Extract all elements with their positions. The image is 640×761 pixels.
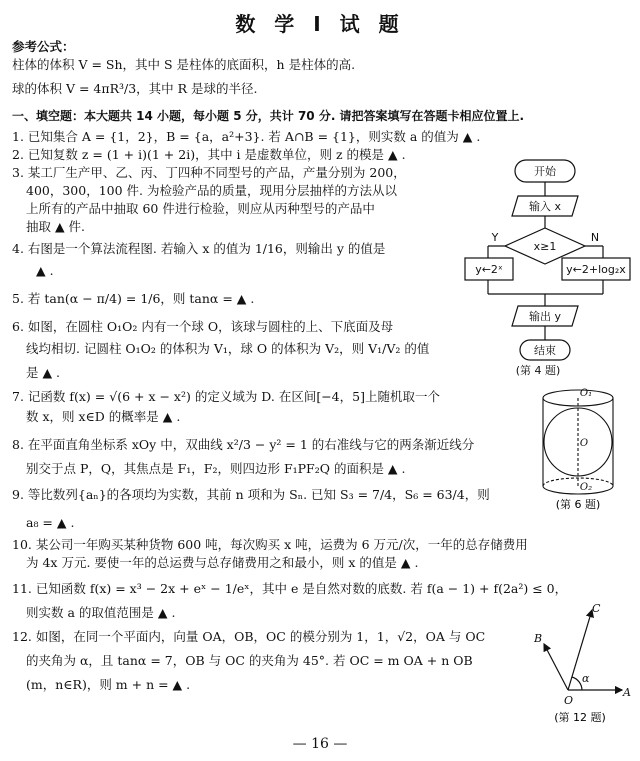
flow-no-label: N (590, 231, 600, 244)
question-2: 2. 已知复数 z = (1 + i)(1 + 2i)，其中 i 是虚数单位，则 z 的模是 ▲ . (12, 147, 406, 162)
question-9-answer: a₈ = ▲ . (26, 515, 75, 530)
vector-ob (544, 644, 568, 690)
question-8-line-1: 8. 在平面直角坐标系 xOy 中，双曲线 x²/3 − y² = 1 的右准线与它的两条渐近线分 (12, 437, 475, 452)
question-4-answer: ▲ . (36, 263, 54, 278)
question-6-line-1: 6. 如图，在圆柱 O₁O₂ 内有一个球 O，该球与圆柱的上、下底面及母 (12, 319, 394, 334)
flow-caption: (第 4 题) (515, 364, 561, 377)
question-4: 4. 右图是一个算法流程图. 若输入 x 的值为 1/16，则输出 y 的值是 (12, 241, 386, 256)
question-6-line-3: 是 ▲ . (26, 365, 61, 380)
question-12-line-2: 的夹角为 α，且 tanα = 7，OB 与 OC 的夹角为 45°. 若 OC = m OA + n OB (26, 653, 473, 668)
cylinder-bottom (543, 486, 613, 494)
angle-arc (572, 677, 582, 690)
flow-yes-label: Y (491, 231, 499, 244)
cyl-o2-label: O₂ (579, 482, 593, 493)
flow-cond-label: x≥1 (533, 240, 557, 253)
vec-alpha-label: α (582, 672, 590, 685)
question-9: 9. 等比数列{aₙ}的各项均为实数，其前 n 项和为 Sₙ. 已知 S₃ = 7/4，S₆ = 63/4，则 (12, 487, 490, 502)
ref-heading: 参考公式： (12, 39, 75, 54)
vec-caption: (第 12 题) (554, 711, 606, 724)
question-3-line-2: 400，300，100 件. 为检验产品的质量，现用分层抽样的方法从以 (26, 183, 397, 198)
question-10-line-2: 为 4x 万元. 要使一年的总运费与总存储费用之和最小，则 x 的值是 ▲ . (26, 555, 419, 570)
question-3-line-4: 抽取 ▲ 件. (26, 219, 86, 234)
section-heading: 一、填空题：本大题共 14 小题，每小题 5 分，共计 70 分. 请把答案填写在答题卡相应位置上. (12, 109, 525, 123)
cyl-o-label: O (579, 438, 589, 449)
question-3-line-1: 3. 某工厂生产甲、乙、丙、丁四种不同型号的产品，产量分别为 200， (12, 165, 406, 180)
question-5: 5. 若 tan(α − π/4) = 1/6，则 tanα = ▲ . (12, 291, 255, 306)
flow-left-label: y←2ˣ (475, 263, 503, 276)
vec-b-label: B (534, 632, 543, 645)
ref-line-1: 柱体的体积 V = Sh，其中 S 是柱体的底面积，h 是柱体的高. (12, 57, 356, 72)
ref-line-2: 球的体积 V = 4πR³/3，其中 R 是球的半径. (12, 81, 258, 96)
vector-figure (530, 600, 635, 725)
vec-o-label: O (564, 694, 574, 707)
flow-end-label: 结束 (534, 344, 556, 357)
flow-input-label: 输入 x (528, 200, 562, 213)
flow-output-label: 输出 y (528, 310, 562, 323)
question-11-line-2: 则实数 a 的取值范围是 ▲ . (26, 605, 176, 620)
page-title: 数 学 Ⅰ 试 题 (235, 12, 405, 36)
flow-right-label: y←2+log₂x (566, 263, 626, 276)
question-7-line-1: 7. 记函数 f(x) = √(6 + x − x²) 的定义域为 D. 在区间[−4，5]上随机取一个 (12, 389, 440, 404)
question-8-line-2: 别交于点 P，Q，其焦点是 F₁，F₂，则四边形 F₁PF₂Q 的面积是 ▲ . (26, 461, 406, 476)
vec-c-label: C (592, 602, 601, 615)
question-10-line-1: 10. 某公司一年购买某种货物 600 吨，每次购买 x 吨，运费为 6 万元/次，一年的总存储费用 (12, 537, 528, 552)
flowchart-figure (460, 150, 635, 380)
question-11-line-1: 11. 已知函数 f(x) = x³ − 2x + eˣ − 1/eˣ，其中 e 是自然对数的底数. 若 f(a − 1) + f(2a²) ≤ 0， (12, 581, 568, 596)
question-6-line-2: 线均相切. 记圆柱 O₁O₂ 的体积为 V₁，球 O 的体积为 V₂，则 V₁/V₂ 的值 (26, 341, 430, 356)
page-number: — 16 — (292, 736, 348, 752)
cyl-o1-label: O₁ (579, 388, 593, 399)
flow-start-label: 开始 (534, 165, 556, 178)
question-12-line-1: 12. 如图，在同一个平面内，向量 OA，OB，OC 的模分别为 1，1，√2，OA 与 OC (12, 629, 486, 644)
question-7-line-2: 数 x，则 x∈D 的概率是 ▲ . (26, 409, 181, 424)
question-12-line-3: (m，n∈R)，则 m + n = ▲ . (26, 677, 191, 692)
question-3-line-3: 上所有的产品中抽取 60 件进行检验，则应从丙种型号的产品中 (26, 201, 375, 216)
question-1: 1. 已知集合 A = {1，2}，B = {a，a²+3}. 若 A∩B = {1}，则实数 a 的值为 ▲ . (12, 129, 481, 144)
cylinder-figure (528, 384, 628, 514)
vec-a-label: A (623, 686, 631, 699)
cyl-caption: (第 6 题) (555, 498, 601, 511)
